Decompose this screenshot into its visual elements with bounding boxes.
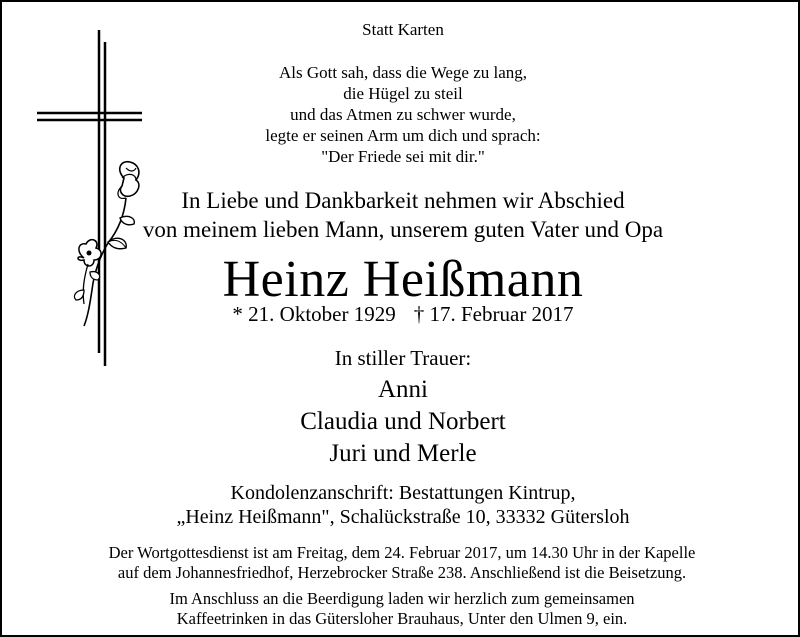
statt-karten-text: Statt Karten [362, 20, 444, 39]
mourners-heading: In stiller Trauer: [334, 346, 472, 370]
service-info [2, 543, 800, 583]
deceased-name: Heinz Heißmann [222, 251, 584, 308]
condolence-address [98, 481, 708, 529]
mourner-name: Anni [378, 376, 428, 403]
mourners-list [98, 374, 708, 470]
intro-line: In Liebe und Dankbarkeit nehmen wir Abschied [181, 188, 625, 213]
service-line: auf dem Johannesfriedhof, Herzebrocker Straße 238. Anschließend ist die Beisetzung. [117, 563, 687, 582]
poem-line: und das Atmen zu schwer wurde, [290, 105, 516, 124]
reception-line: Im Anschluss an die Beerdigung laden wir herzlich zum gemeinsamen [169, 589, 635, 608]
poem-line: "Der Friede sei mit dir." [321, 147, 485, 166]
reception-info [2, 589, 800, 629]
reception-line: Kaffeetrinken in das Gütersloher Brauhaus, Unter den Ulmen 9, ein. [176, 609, 628, 628]
poem [98, 62, 708, 167]
mourner-name: Juri und Merle [329, 440, 477, 467]
service-line: Der Wortgottesdienst ist am Freitag, dem 24. Februar 2017, um 14.30 Uhr in der Kapelle [108, 543, 696, 562]
intro-line: von meinem lieben Mann, unserem guten Vater und Opa [142, 217, 664, 242]
condolence-line: Kondolenzanschrift: Bestattungen Kintrup, [230, 482, 576, 504]
farewell-intro [98, 186, 708, 244]
mourner-name: Claudia und Norbert [300, 408, 506, 435]
life-dates [98, 302, 708, 327]
birth-date: * 21. Oktober 1929 [232, 302, 396, 326]
poem-line: legte er seinen Arm um dich und sprach: [265, 126, 541, 145]
condolence-line: „Heinz Heißmann", Schalückstraße 10, 33332 Gütersloh [176, 506, 630, 528]
poem-line: Als Gott sah, dass die Wege zu lang, [278, 63, 528, 82]
poem-line: die Hügel zu steil [343, 84, 463, 103]
death-date: † 17. Februar 2017 [413, 302, 574, 326]
